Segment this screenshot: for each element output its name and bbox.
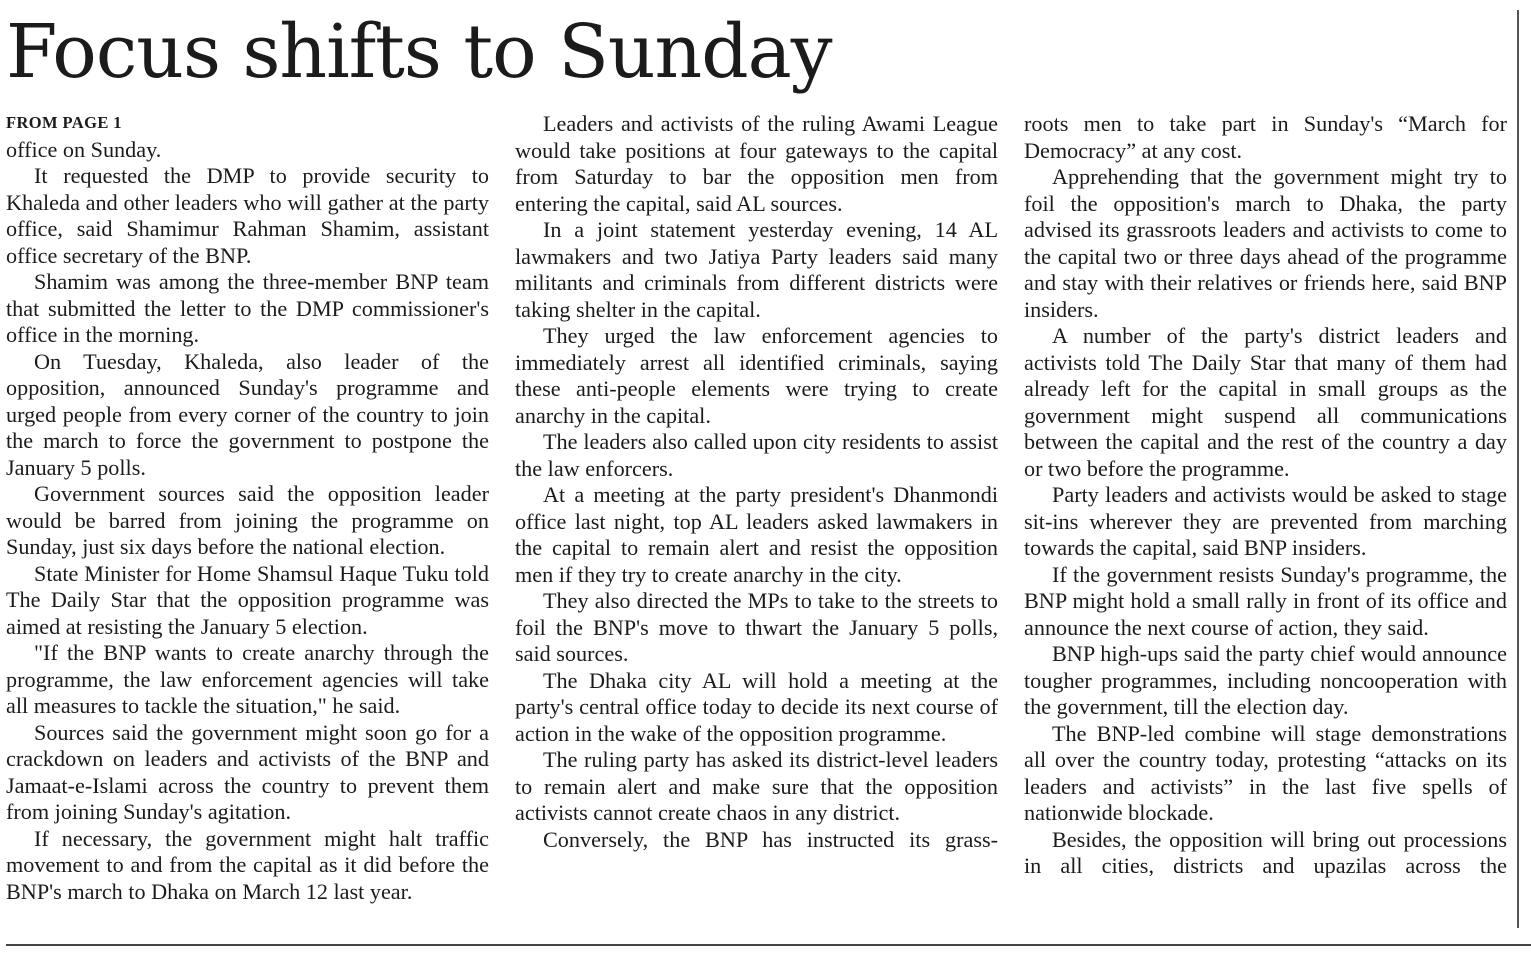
paragraph: It requested the DMP to provide security to Khaleda and other leaders who will gather at the party office, said Shamimur Rahman Shamim, assistant office secretary of the BNP. — [6, 163, 489, 268]
paragraph: Sources said the government might soon go for a crackdown on leaders and activists of the BNP and Jamaat-e-Islami across the country to prevent them from joining Sunday's agitation. — [6, 719, 489, 824]
paragraph: Besides, the opposition will bring out processions in all cities, districts and upazilas across the — [1024, 826, 1507, 878]
article-column-1 — [6, 110, 489, 905]
paragraph: On Tuesday, Khaleda, also leader of the opposition, announced Sunday's programme and urged people from every corner of the country to join the march to force the government to postpone the January 5 polls. — [6, 348, 489, 480]
paragraph: Conversely, the BNP has instructed its grass- — [543, 826, 998, 852]
paragraph: They also directed the MPs to take to the streets to foil the BNP's move to thwart the January 5 polls, said sources. — [515, 588, 998, 666]
article-column-3 — [1024, 111, 1507, 880]
headline: Focus shifts to Sunday — [6, 9, 832, 95]
paragraph: They urged the law enforcement agencies to immediately arrest all identified criminals, saying these anti-people elements were trying to create anarchy in the capital. — [515, 323, 998, 428]
paragraph: The ruling party has asked its district-level leaders to remain alert and make sure that the opposition activists cannot create chaos in any district. — [515, 747, 998, 825]
paragraph: The BNP-led combine will stage demonstrations all over the country today, protesting “attacks on its leaders and activists” in the last five spells of nationwide blockade. — [1024, 720, 1507, 825]
paragraph: office on Sunday. — [6, 136, 162, 162]
bottom-rule — [6, 944, 1531, 946]
paragraph: Shamim was among the three-member BNP team that submitted the letter to the DMP commissioner's office in the morning. — [6, 269, 489, 347]
paragraph: Party leaders and activists would be asked to stage sit-ins wherever they are prevented from marching towards the capital, said BNP insiders. — [1024, 482, 1507, 560]
paragraph: State Minister for Home Shamsul Haque Tuku told The Daily Star that the opposition programme was aimed at resisting the January 5 election. — [6, 560, 489, 639]
paragraph: In a joint statement yesterday evening, 14 AL lawmakers and two Jatiya Party leaders said many militants and criminals from different districts were taking shelter in the capital. — [515, 217, 998, 322]
paragraph: At a meeting at the party president's Dhanmondi office last night, top AL leaders asked lawmakers in the capital to remain alert and resist the opposition men if they try to create anarchy in the city. — [515, 482, 998, 587]
paragraph: Government sources said the opposition leader would be barred from joining the programme on Sunday, just six days before the national election. — [6, 481, 489, 559]
paragraph: If the government resists Sunday's programme, the BNP might hold a small rally in front of its office and announce the next course of action, they said. — [1024, 561, 1507, 640]
paragraph: BNP high-ups said the party chief would announce tougher programmes, including noncooperation with the government, till the election day. — [1024, 641, 1507, 719]
continuation-label: FROM PAGE 1 — [6, 113, 122, 132]
paragraph: roots men to take part in Sunday's “March for Democracy” at any cost. — [1024, 111, 1507, 163]
paragraph: Leaders and activists of the ruling Awami League would take positions at four gateways to the capital from Saturday to bar the opposition men from entering the capital, said AL sources. — [515, 111, 998, 216]
paragraph: If necessary, the government might halt traffic movement to and from the capital as it did before the BNP's march to Dhaka on March 12 last year. — [6, 825, 489, 904]
paragraph: The Dhaka city AL will hold a meeting at the party's central office today to decide its next course of action in the wake of the opposition programme. — [515, 667, 998, 746]
column-rule-right — [1517, 10, 1519, 928]
paragraph: The leaders also called upon city residents to assist the law enforcers. — [515, 429, 998, 481]
paragraph: A number of the party's district leaders and activists told The Daily Star that many of them had already left for the capital in small groups as the government might suspend all communications between the capital and the rest of the country a day or two before the programme. — [1024, 323, 1507, 481]
paragraph: "If the BNP wants to create anarchy through the programme, the law enforcement agencies will take all measures to tackle the situation," he said. — [6, 640, 489, 718]
paragraph: Apprehending that the government might try to foil the opposition's march to Dhaka, the party advised its grassroots leaders and activists to come to the capital two or three days ahead of the programme and stay with their relatives or friends here, said BNP insiders. — [1024, 164, 1507, 322]
article-column-2 — [515, 111, 998, 853]
